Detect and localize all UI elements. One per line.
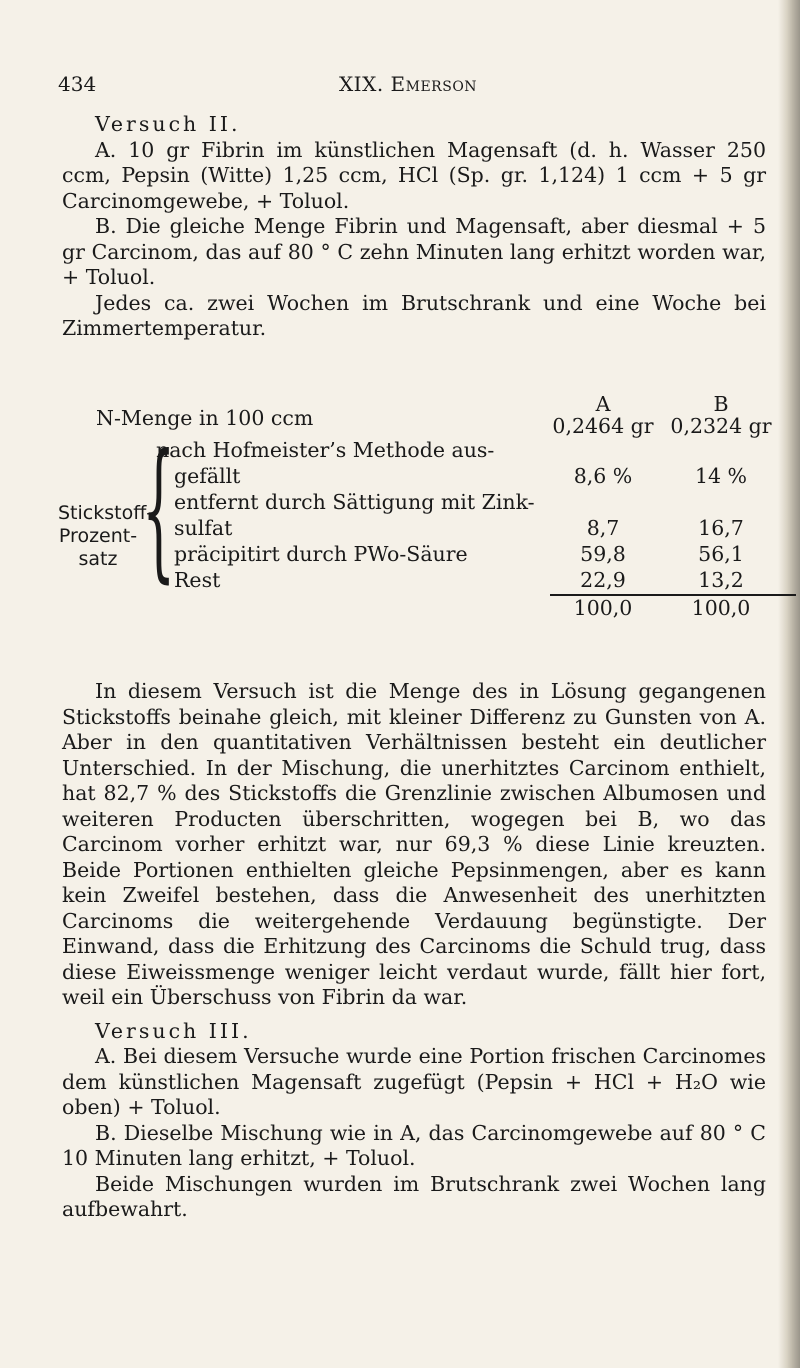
running-head-author: Emerson: [390, 72, 478, 96]
versuch-3-para-b: B. Dieselbe Mischung wie in A, das Carcinomgewebe auf 80 ° C 10 Minuten lang erhitzt, + Toluol.: [62, 1120, 766, 1170]
side-label-line-3: satz: [78, 548, 118, 570]
versuch-3-para-c: Beide Mischungen wurden im Brutschrank zwei Wochen lang aufbewahrt.: [62, 1171, 766, 1221]
total-a: 100,0: [573, 596, 633, 620]
n-menge-a: 0,2464 gr: [552, 414, 654, 438]
row4-b: 13,2: [698, 568, 744, 592]
side-label-line-1: Stickstoff-: [58, 502, 154, 524]
versuch-2-section: [62, 112, 766, 342]
n-menge-b: 0,2324 gr: [670, 414, 772, 438]
side-label: [58, 502, 154, 571]
row2-b: 16,7: [698, 516, 744, 540]
nitrogen-table: [58, 392, 772, 659]
versuch-2-para-b: B. Die gleiche Menge Fibrin und Magensaft, aber diesmal + 5 gr Carcinom, das auf 80 ° C zehn Minuten lang erhitzt worden war, + Toluol.: [62, 214, 766, 289]
col-a-header: A: [595, 392, 611, 416]
row2-label-2: sulfat: [174, 516, 233, 540]
row1-label-1: nach Hofmeister’s Methode aus-: [156, 438, 495, 462]
row2-label-1: entfernt durch Sättigung mit Zink-: [174, 490, 535, 514]
versuch-2-para-c: Jedes ca. zwei Wochen im Brutschrank und eine Woche bei Zimmertemperatur.: [62, 290, 766, 340]
row3-b: 56,1: [698, 542, 744, 566]
page-number: 434: [58, 72, 97, 96]
versuch-2-heading: Versuch II.: [95, 112, 241, 136]
row1-label-2: gefällt: [174, 464, 241, 488]
row3-a: 59,8: [580, 542, 626, 566]
row2-a: 8,7: [586, 516, 620, 540]
row4-a: 22,9: [580, 568, 626, 592]
col-b-header: B: [713, 392, 729, 416]
versuch-3-para-a: A. Bei diesem Versuche wurde eine Portion frischen Carcinomes dem künstlichen Magensaft zugefügt (Pepsin + HCl + H₂O wie oben) + Toluol.: [62, 1044, 766, 1119]
side-label-line-2: Prozent-: [58, 525, 138, 547]
versuch-2-para-a: A. 10 gr Fibrin im künstlichen Magensaft (d. h. Wasser 250 ccm, Pepsin (Witte) 1,25 ccm, HCl (Sp. gr. 1,124) 1 ccm + 5 gr Carcinomgewebe, + Toluol.: [62, 137, 766, 213]
discussion-paragraph: In diesem Versuch ist die Menge des in Lösung gegangenen Stickstoffs beinahe gleich, mit kleiner Differenz zu Gunsten von A. Aber in den quantitativen Verhältnissen besteht ein deutlicher Unterschied. In der Mischung, die unerhitztes Carcinom enthielt, hat 82,7 % des Stickstoffs die Grenzlinie zwischen Albumosen und weiteren Producten überschritten, wogegen bei B, wo das Carcinom vorher erhitzt war, nur 69,3 % diese Linie kreuzten. Beide Portionen enthielten gleiche Pepsinmengen, aber es kann kein Zweifel bestehen, dass die Anwesenheit des unerhitzten Carcinoms die weitergehende Verdauung begünstigte. Der Einwand, dass die Erhitzung des Carcinoms die Schuld trug, dass diese Eiweissmenge weniger leicht verdaut wurde, fällt hier fort, weil ein Überschuss von Fibrin da war.: [62, 679, 766, 1009]
row1-b: 14 %: [694, 464, 748, 488]
total-b: 100,0: [691, 596, 751, 620]
page-header: [58, 72, 758, 102]
row1-a: 8,6 %: [573, 464, 633, 488]
row3-label: präcipitirt durch PWo-Säure: [174, 542, 468, 566]
n-menge-label: N-Menge in 100 ccm: [96, 406, 314, 430]
page-edge-shadow: [778, 0, 800, 1368]
discussion-section: [62, 679, 766, 1223]
curly-brace: {: [142, 423, 176, 597]
running-head: [58, 72, 758, 96]
running-head-prefix: XIX.: [338, 72, 391, 96]
versuch-3-heading: Versuch III.: [95, 1018, 252, 1043]
row4-label: Rest: [174, 568, 221, 592]
